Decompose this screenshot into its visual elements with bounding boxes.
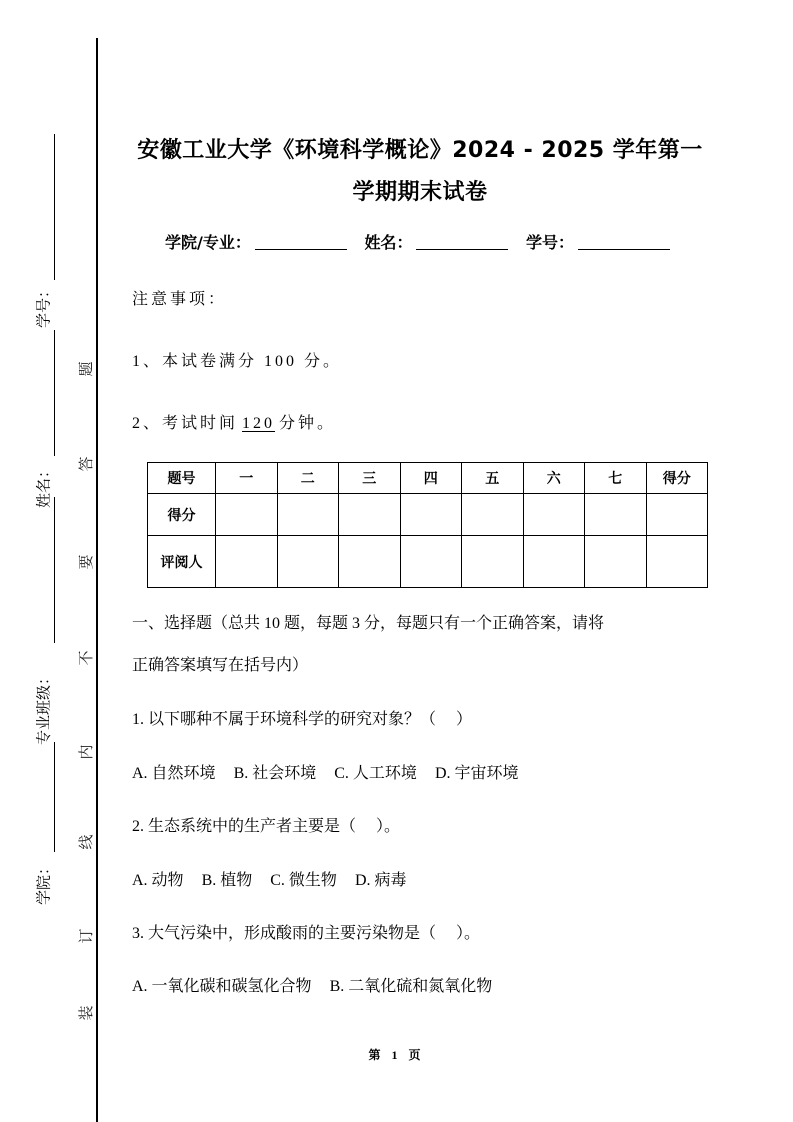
notes-heading: 注意事项： xyxy=(132,291,228,308)
score-cell[interactable] xyxy=(216,494,278,536)
student-info-row xyxy=(165,230,682,253)
option-c[interactable]: C. 微生物 xyxy=(270,872,337,889)
student-id-margin-label: 学号： xyxy=(34,282,53,328)
reviewer-cell[interactable] xyxy=(339,536,401,588)
note-item-2-prefix: 2、考试时间 xyxy=(132,415,239,432)
header-cell: 四 xyxy=(400,463,462,494)
margin-warning-char: 内 xyxy=(79,744,95,760)
option-b[interactable]: B. 二氧化硫和氮氧化物 xyxy=(329,978,493,995)
header-cell: 三 xyxy=(339,463,401,494)
exam-title-line1: 安徽工业大学《环境科学概论》2024 - 2025 学年第一 xyxy=(137,138,703,163)
score-table xyxy=(147,462,708,588)
reviewer-cell[interactable] xyxy=(646,536,708,588)
reviewer-cell[interactable] xyxy=(462,536,524,588)
margin-warning-char: 不 xyxy=(79,650,95,666)
college-margin-label: 学院： xyxy=(34,859,53,905)
score-row xyxy=(148,494,708,536)
margin-warning-char: 题 xyxy=(79,361,95,377)
college-major-label: 学院/专业： xyxy=(165,233,251,252)
margin-warning-char: 要 xyxy=(79,554,95,570)
reviewer-cell[interactable] xyxy=(400,536,462,588)
margin-warning-char: 订 xyxy=(79,928,95,944)
section1-heading-line2: 正确答案填写在括号内） xyxy=(132,657,309,674)
student-id-label: 学号： xyxy=(526,233,575,252)
margin-warning-char: 答 xyxy=(79,456,95,472)
class-margin-label: 专业班级： xyxy=(34,669,53,745)
margin-rule xyxy=(54,497,55,643)
exam-title-line2: 学期期末试卷 xyxy=(352,180,488,205)
option-d[interactable]: D. 宇宙环境 xyxy=(434,765,519,782)
question-3-options xyxy=(132,973,506,996)
score-cell[interactable] xyxy=(400,494,462,536)
option-b[interactable]: B. 植物 xyxy=(201,872,253,889)
margin-rule xyxy=(54,134,55,280)
question-2-stem: 2. 生态系统中的生产者主要是（ ）。 xyxy=(132,818,401,835)
score-cell[interactable] xyxy=(339,494,401,536)
question-2-options xyxy=(132,867,421,890)
reviewer-cell[interactable] xyxy=(277,536,339,588)
header-cell: 六 xyxy=(523,463,585,494)
header-cell: 二 xyxy=(277,463,339,494)
option-c[interactable]: C. 人工环境 xyxy=(334,765,417,782)
exam-duration-value: 120 xyxy=(242,415,276,432)
option-a[interactable]: A. 动物 xyxy=(132,872,184,889)
score-cell[interactable] xyxy=(523,494,585,536)
header-cell: 七 xyxy=(585,463,647,494)
student-id-field[interactable] xyxy=(578,233,670,250)
margin-warning-char: 线 xyxy=(79,834,95,850)
score-cell[interactable] xyxy=(277,494,339,536)
reviewer-cell[interactable] xyxy=(585,536,647,588)
header-cell: 得分 xyxy=(646,463,708,494)
header-cell: 五 xyxy=(462,463,524,494)
option-a[interactable]: A. 一氧化碳和碳氢化合物 xyxy=(132,978,312,995)
score-cell[interactable] xyxy=(646,494,708,536)
question-1-options xyxy=(132,760,533,783)
row-label: 得分 xyxy=(148,494,216,536)
option-a[interactable]: A. 自然环境 xyxy=(132,765,216,782)
section1-heading-line1: 一、选择题（总共 10 题，每题 3 分，每题只有一个正确答案，请将 xyxy=(132,615,605,632)
note-item-1: 1、本试卷满分 100 分。 xyxy=(132,353,343,370)
header-cell: 题号 xyxy=(148,463,216,494)
page-number: 第 1 页 xyxy=(368,1048,425,1062)
question-1-stem: 1. 以下哪种不属于环境科学的研究对象？（ ） xyxy=(132,711,473,728)
note-item-2 xyxy=(132,410,336,433)
name-field[interactable] xyxy=(416,233,508,250)
reviewer-cell[interactable] xyxy=(216,536,278,588)
header-cell: 一 xyxy=(216,463,278,494)
name-label: 姓名： xyxy=(364,233,413,252)
college-major-field[interactable] xyxy=(255,233,347,250)
score-cell[interactable] xyxy=(462,494,524,536)
score-table-header-row xyxy=(148,463,708,494)
reviewer-cell[interactable] xyxy=(523,536,585,588)
row-label: 评阅人 xyxy=(148,536,216,588)
question-3-stem: 3. 大气污染中，形成酸雨的主要污染物是（ ）。 xyxy=(132,925,481,942)
margin-rule xyxy=(54,742,55,852)
name-margin-label: 姓名： xyxy=(34,462,53,508)
option-d[interactable]: D. 病毒 xyxy=(354,872,407,889)
margin-warning-char: 装 xyxy=(79,1005,95,1021)
note-item-2-suffix: 分钟。 xyxy=(279,415,337,432)
margin-rule xyxy=(54,330,55,456)
option-b[interactable]: B. 社会环境 xyxy=(233,765,317,782)
score-cell[interactable] xyxy=(585,494,647,536)
reviewer-row xyxy=(148,536,708,588)
binding-line xyxy=(96,38,98,1122)
